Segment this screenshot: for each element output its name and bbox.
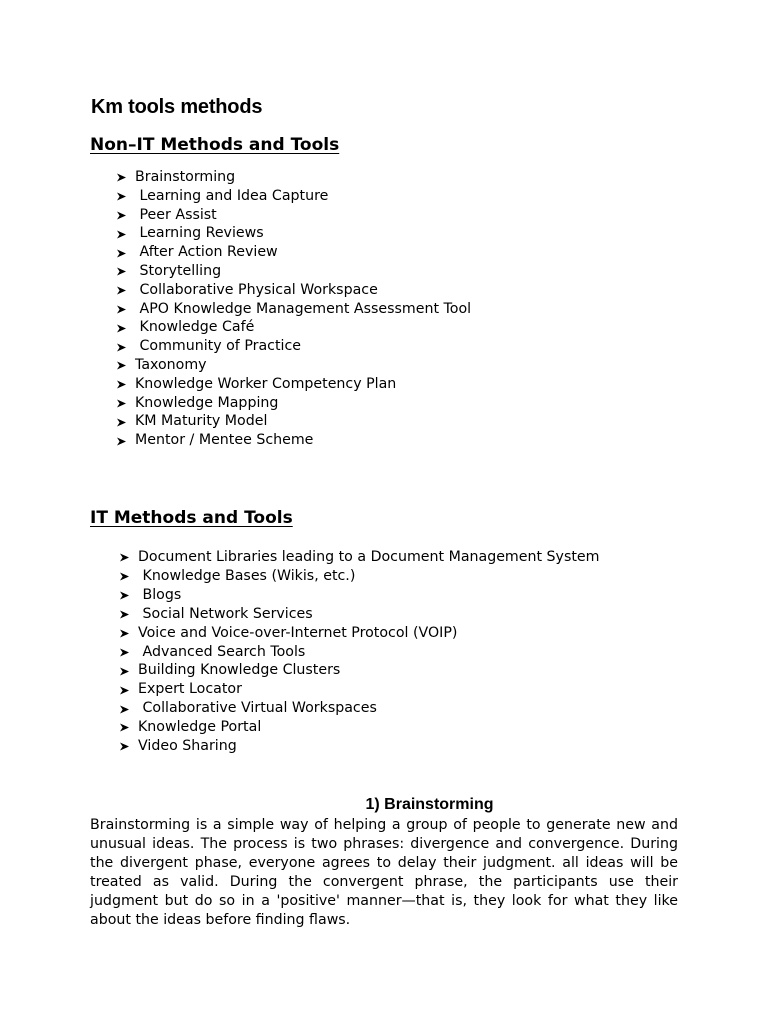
arrowhead-bullet-icon [116, 284, 135, 296]
list-item [119, 548, 599, 567]
list-item [116, 168, 471, 187]
list-item [116, 243, 471, 262]
list-item [116, 206, 471, 225]
arrowhead-bullet-icon [116, 265, 135, 277]
list-item-label: Social Network Services [138, 605, 313, 622]
list-item [119, 624, 599, 643]
it-tools-list [119, 548, 599, 756]
non-it-tools-list [116, 168, 471, 450]
arrowhead-bullet-icon [116, 359, 135, 371]
arrowhead-bullet-icon [116, 228, 135, 240]
arrowhead-bullet-icon [119, 627, 138, 639]
arrowhead-bullet-icon [119, 721, 138, 733]
arrowhead-bullet-icon [119, 551, 138, 563]
list-item [116, 318, 471, 337]
list-item [116, 262, 471, 281]
list-item [116, 431, 471, 450]
arrowhead-bullet-icon [119, 740, 138, 752]
list-item-label: Collaborative Virtual Workspaces [138, 700, 377, 717]
arrowhead-bullet-icon [116, 322, 135, 334]
list-item [119, 661, 599, 680]
list-item-label: After Action Review [135, 244, 278, 261]
list-item [116, 224, 471, 243]
arrowhead-bullet-icon [116, 435, 135, 447]
arrowhead-bullet-icon [119, 646, 138, 658]
list-item-label: APO Knowledge Management Assessment Tool [135, 300, 472, 317]
arrowhead-bullet-icon [116, 341, 135, 353]
list-item [116, 356, 471, 375]
arrowhead-bullet-icon [116, 209, 135, 221]
list-item [116, 281, 471, 300]
list-item [116, 337, 471, 356]
list-item-label: Storytelling [135, 262, 222, 279]
list-item-label: Taxonomy [135, 356, 207, 373]
arrowhead-bullet-icon [116, 247, 135, 259]
list-item-label: Collaborative Physical Workspace [135, 281, 378, 298]
arrowhead-bullet-icon [116, 378, 135, 390]
list-item-label: Learning and Idea Capture [135, 187, 329, 204]
list-item-label: Document Libraries leading to a Document Management System [138, 549, 600, 566]
list-item [116, 412, 471, 431]
list-item-label: Expert Locator [138, 681, 242, 698]
list-item-label: Advanced Search Tools [138, 643, 306, 660]
list-item-label: Knowledge Café [135, 319, 255, 336]
list-item-label: Mentor / Mentee Scheme [135, 432, 314, 449]
brainstorming-paragraph: Brainstorming is a simple way of helping a group of people to generate new and unusual ideas. The process is two phrases: divergence and convergence. During the divergent phase, everyone agrees to delay their judgment. all ideas will be treated as valid. During the convergent phrase, the participants use their judgment but do so in a 'positive' manner—that is, they look for what they like about the ideas before finding flaws. [90, 817, 678, 928]
list-item [119, 680, 599, 699]
list-item-label: Blogs [138, 586, 182, 603]
list-item [116, 187, 471, 206]
list-item [119, 586, 599, 605]
list-item-label: Knowledge Portal [138, 719, 262, 736]
arrowhead-bullet-icon [119, 684, 138, 696]
arrowhead-bullet-icon [119, 589, 138, 601]
list-item-label: Community of Practice [135, 338, 301, 355]
it-section-heading: IT Methods and Tools [90, 508, 293, 528]
list-item-label: Peer Assist [135, 206, 217, 223]
list-item [116, 375, 471, 394]
list-item [119, 718, 599, 737]
list-item-label: Knowledge Bases (Wikis, etc.) [138, 567, 356, 584]
arrowhead-bullet-icon [119, 570, 138, 582]
list-item-label: Brainstorming [135, 169, 236, 185]
list-item [119, 737, 599, 756]
list-item-label: Voice and Voice-over-Internet Protocol (VOIP) [138, 624, 458, 641]
brainstorming-section-heading: 1) Brainstorming [365, 796, 494, 813]
list-item [116, 300, 471, 319]
list-item-label: KM Maturity Model [135, 413, 268, 430]
arrowhead-bullet-icon [116, 303, 135, 315]
arrowhead-bullet-icon [119, 608, 138, 620]
list-item-label: Video Sharing [138, 737, 237, 754]
list-item [119, 642, 599, 661]
arrowhead-bullet-icon [116, 190, 135, 202]
list-item-label: Knowledge Worker Competency Plan [135, 375, 397, 392]
list-item [119, 605, 599, 624]
list-item [119, 567, 599, 586]
arrowhead-bullet-icon [116, 171, 135, 183]
list-item-label: Learning Reviews [135, 225, 264, 242]
arrowhead-bullet-icon [119, 665, 138, 677]
document-title: Km tools methods [91, 96, 263, 118]
list-item [116, 394, 471, 413]
arrowhead-bullet-icon [119, 703, 138, 715]
list-item [119, 699, 599, 718]
list-item-label: Knowledge Mapping [135, 394, 279, 411]
list-item-label: Building Knowledge Clusters [138, 662, 341, 679]
arrowhead-bullet-icon [116, 416, 135, 428]
arrowhead-bullet-icon [116, 397, 135, 409]
non-it-section-heading: Non–IT Methods and Tools [90, 135, 340, 155]
